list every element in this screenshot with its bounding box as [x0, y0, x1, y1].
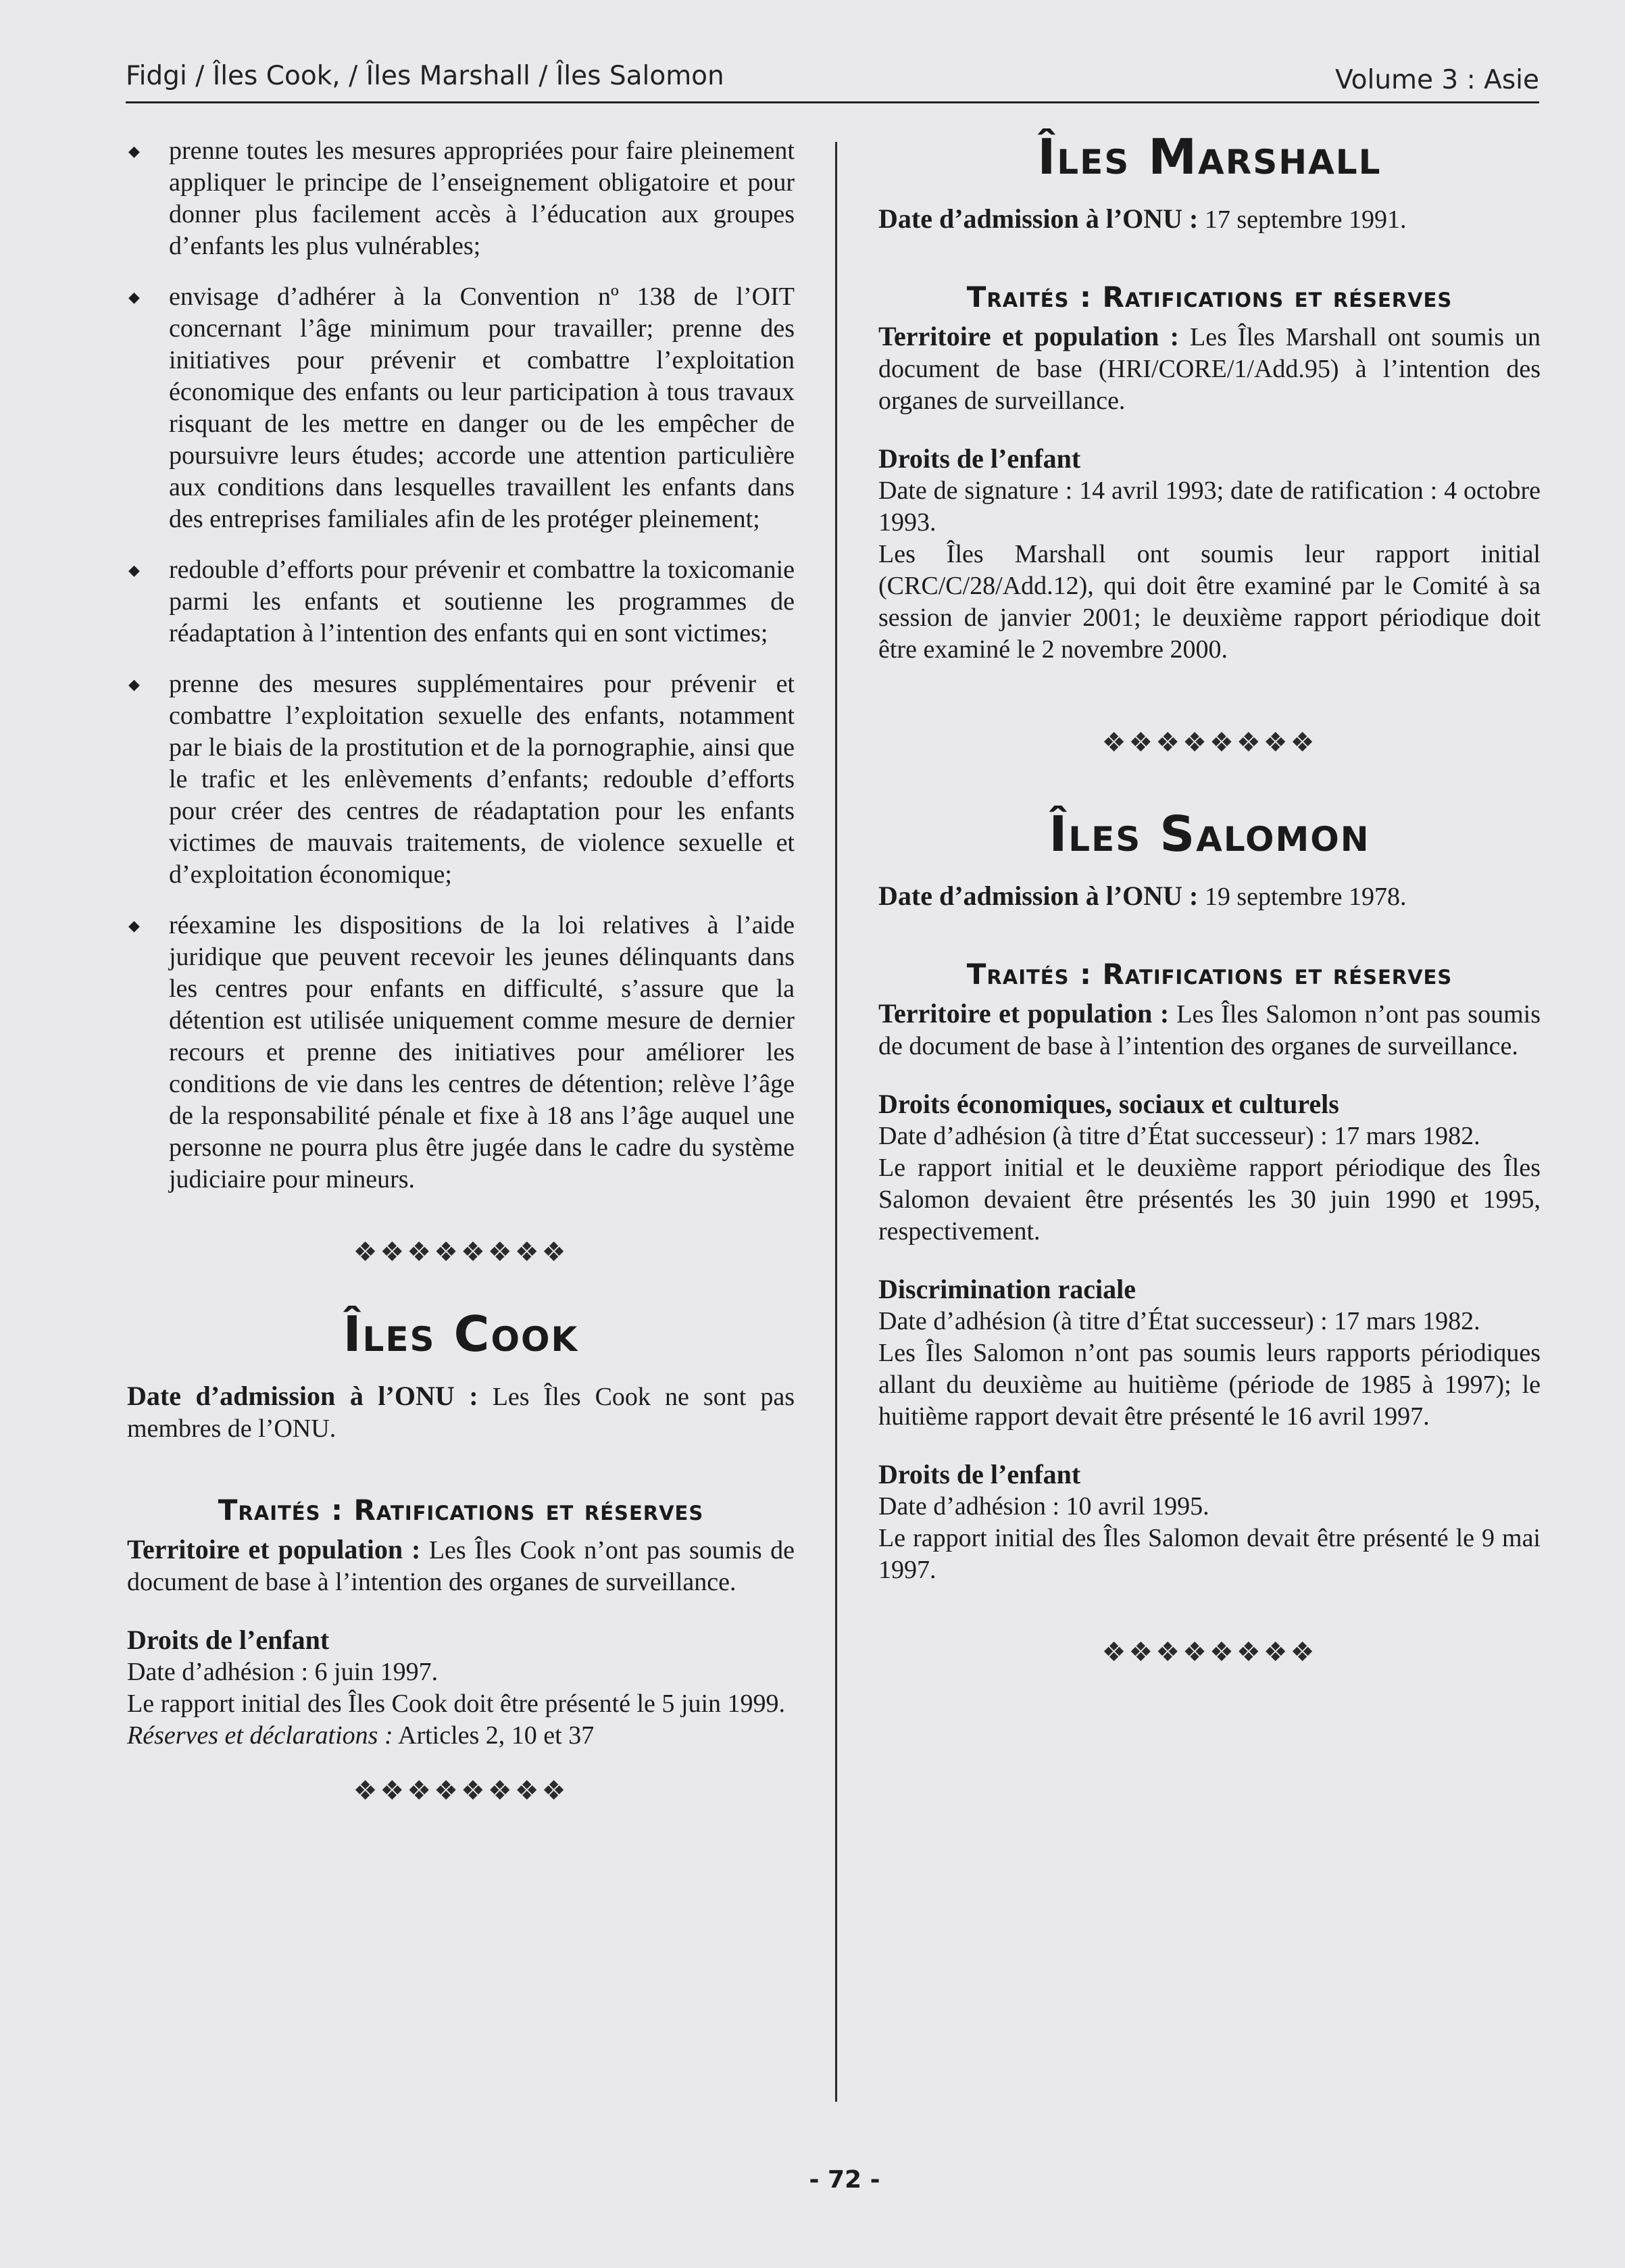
marshall-admission: Date d’admission à l’ONU : 17 septembre 1991. [878, 203, 1407, 234]
running-header [126, 54, 1539, 103]
salomon-treaties-heading: Traités : Ratifications et réserves [966, 958, 1453, 991]
list-item: ◆ envisage d’adhérer à la Convention nº 138 de l’OIT concernant l’âge minimum pour travailler; prenne des initiatives pour prévenir et combattre l’exploitation économique des enfants ou leur participation à tous travaux risquant de les mettre en danger ou de les empêcher de poursuivre leurs études; accorde une attention particulière aux conditions dans lesquelles travaillent les enfants dans des entreprises familiales afin de les protéger pleinement; [128, 282, 795, 533]
salomon-territory: Territoire et population : Les Îles Salomon n’ont pas soumis de document de base à l’intention des organes de surveillance. [878, 998, 1541, 1060]
recommendations-list [127, 135, 795, 1195]
salomon-econ-report: Le rapport initial et le deuxième rapport périodique des Îles Salomon devaient être présentés les 30 juin 1990 et 1995, respectivement. [878, 1154, 1541, 1246]
page-number: - 72 - [809, 2166, 880, 2194]
salomon-econ-date: Date d’adhésion (à titre d’État successeur) : 17 mars 1982. [878, 1122, 1480, 1150]
section-title-salomon: Îles Salomon [1049, 806, 1370, 862]
salomon-racial-report: Les Îles Salomon n’ont pas soumis leurs rapports périodiques allant du deuxième au huitième (période de 1985 à 1997); le huitième rapport devait être présenté le 16 avril 1997. [878, 1339, 1541, 1431]
list-item: ◆ prenne des mesures supplémentaires pour prévenir et combattre l’exploitation sexuelle des enfants, notamment par le biais de la prostitution et de la pornographie, ainsi que le trafic et les enlèvements d’enfants; redouble d’efforts pour créer des centres de réadaptation pour les enfants victimes de mauvais traitements, de violence sexuelle et d’exploitation économique; [128, 670, 795, 889]
section-title-marshall: Îles Marshall [1037, 128, 1382, 185]
salomon-child-heading: Droits de l’enfant [878, 1459, 1081, 1489]
salomon-admission: Date d’admission à l’ONU : 19 septembre 1978. [878, 881, 1407, 911]
cook-territory: Territoire et population : Les Îles Cook n’ont pas soumis de document de base à l’intention des organes de surveillance. [127, 1534, 795, 1596]
salomon-econ-heading: Droits économiques, sociaux et culturels [878, 1089, 1339, 1119]
marshall-child-report: Les Îles Marshall ont soumis leur rapport initial (CRC/C/28/Add.12), qui doit être examiné par le Comité à sa session de janvier 2001; le deuxième rapport périodique doit être examiné le 2 novembre 2000. [878, 540, 1541, 664]
marshall-treaties-heading: Traités : Ratifications et réserves [966, 280, 1453, 314]
marshall-child-heading: Droits de l’enfant [878, 443, 1081, 474]
column-divider [835, 142, 837, 2102]
right-column [878, 128, 1541, 1668]
bullet-icon: ◆ [128, 917, 140, 934]
cook-child-report: Le rapport initial des Îles Cook doit être présenté le 5 juin 1999. [127, 1690, 786, 1718]
list-item: ◆ redouble d’efforts pour prévenir et combattre la toxicomanie parmi les enfants et soutienne les programmes de réadaptation à l’intention des enfants qui en sont victimes; [128, 556, 795, 647]
bullet-icon: ◆ [128, 562, 140, 578]
bullet-icon: ◆ [128, 143, 140, 159]
cook-child-date: Date d’adhésion : 6 juin 1997. [127, 1658, 439, 1686]
cook-reserves: Réserves et déclarations : Articles 2, 10 et 37 [127, 1721, 595, 1750]
salomon-child-date: Date d’adhésion : 10 avril 1995. [878, 1492, 1209, 1521]
section-title-cook: Îles Cook [343, 1306, 579, 1362]
salomon-racial-heading: Discrimination raciale [878, 1274, 1136, 1304]
marshall-territory: Territoire et population : Les Îles Marshall ont soumis un document de base (HRI/CORE/1/Add.95) à l’intention des organes de surveillance. [878, 321, 1541, 415]
header-left-title: Fidgi / Îles Cook, / Îles Marshall / Îles Salomon [126, 61, 724, 91]
list-item: ◆ prenne toutes les mesures appropriées pour faire pleinement appliquer le principe de l’enseignement obligatoire et pour donner plus facilement accès à l’éducation aux groupes d’enfants les plus vulnérables; [128, 137, 795, 260]
ornament-divider: ❖❖❖❖❖❖❖❖ [1101, 1637, 1318, 1667]
left-column [127, 135, 795, 1806]
ornament-divider: ❖❖❖❖❖❖❖❖ [353, 1237, 569, 1267]
cook-child-heading: Droits de l’enfant [127, 1625, 330, 1655]
bullet-icon: ◆ [128, 289, 140, 305]
ornament-divider: ❖❖❖❖❖❖❖❖ [353, 1775, 569, 1806]
list-item: ◆ réexamine les dispositions de la loi relatives à l’aide juridique que peuvent recevoir les jeunes délinquants dans les centres pour enfants en difficulté, s’assure que la détention est utilisée uniquement comme mesure de dernier recours et prenne des initiatives pour améliorer les conditions de vie dans les centres de détention; relève l’âge de la responsabilité pénale et fixe à 18 ans l’âge auquel une personne ne pourra plus être jugée dans le cadre du système judiciaire pour mineurs. [128, 911, 795, 1193]
ornament-divider: ❖❖❖❖❖❖❖❖ [1101, 727, 1318, 758]
cook-admission: Date d’admission à l’ONU : Les Îles Cook ne sont pas membres de l’ONU. [127, 1381, 795, 1443]
marshall-child-dates: Date de signature : 14 avril 1993; date de ratification : 4 octobre 1993. [878, 476, 1541, 537]
header-volume: Volume 3 : Asie [1334, 65, 1539, 95]
bullet-icon: ◆ [128, 676, 140, 693]
salomon-child-report: Le rapport initial des Îles Salomon devait être présenté le 9 mai 1997. [878, 1524, 1541, 1584]
salomon-racial-date: Date d’adhésion (à titre d’État successeur) : 17 mars 1982. [878, 1307, 1480, 1335]
cook-treaties-heading: Traités : Ratifications et réserves [218, 1494, 704, 1527]
